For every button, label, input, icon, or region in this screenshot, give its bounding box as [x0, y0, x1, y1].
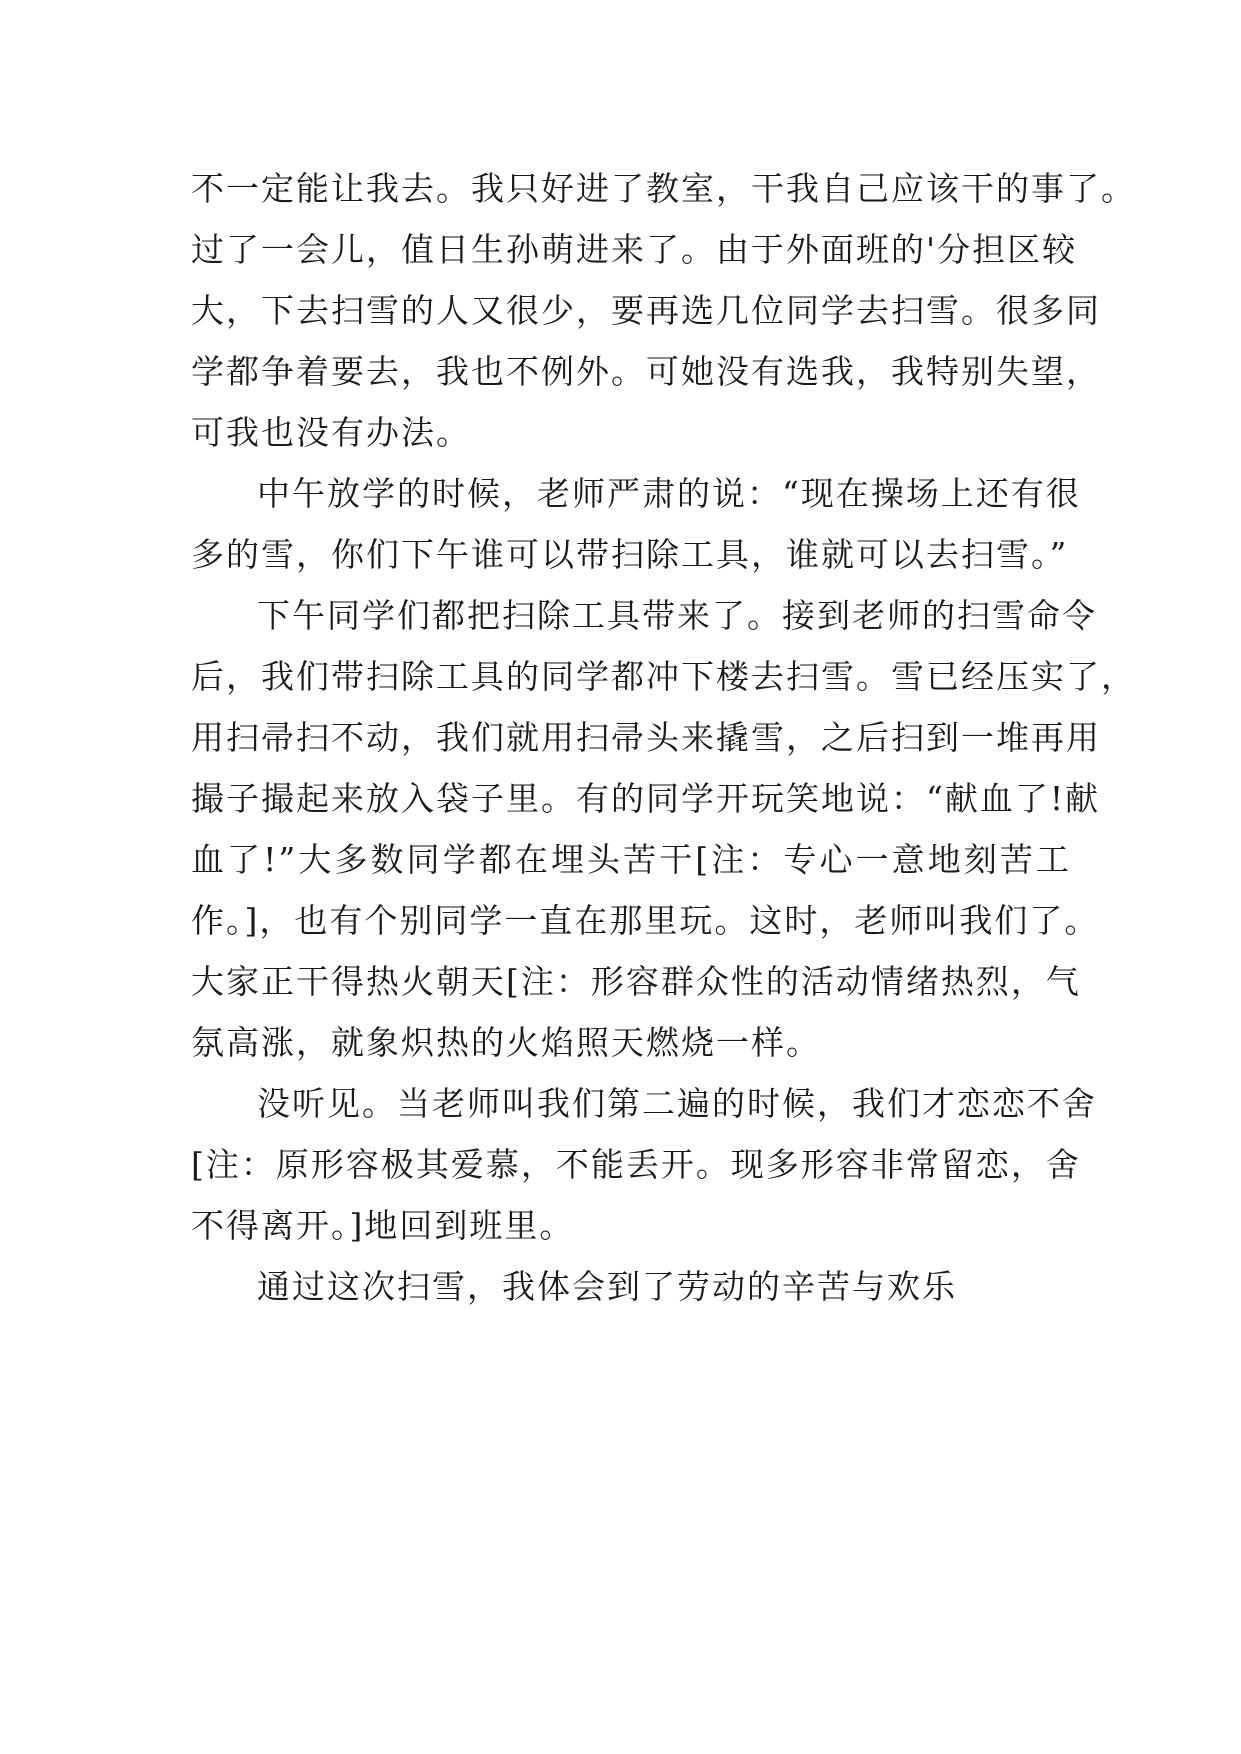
text-line: 后，我们带扫除工具的同学都冲下楼去扫雪。雪已经压实了， [191, 657, 1136, 696]
text-line: 过了一会儿，值日生孙萌进来了。由于外面班的'分担区较 [191, 230, 1078, 269]
text-line: [注：原形容极其爱慕，不能丢开。现多形容非常留恋，舍 [191, 1145, 1081, 1184]
text-line: 大家正干得热火朝天[注：形容群众性的活动情绪热烈，气 [191, 962, 1081, 1001]
text-line: 不一定能让我去。我只好进了教室，干我自己应该干的事了。 [191, 169, 1136, 208]
text-line: 学都争着要去，我也不例外。可她没有选我，我特别失望， [191, 352, 1101, 391]
text-line: 没听见。当老师叫我们第二遍的时候，我们才恋恋不舍 [257, 1084, 1097, 1123]
text-line: 可我也没有办法。 [191, 413, 471, 452]
text-line: 下午同学们都把扫除工具带来了。接到老师的扫雪命令 [257, 596, 1097, 635]
text-line: 多的雪，你们下午谁可以带扫除工具，谁就可以去扫雪。” [191, 535, 1069, 574]
text-line: 不得离开。]地回到班里。 [191, 1206, 575, 1245]
document-body-text [191, 158, 1136, 1317]
text-line: 撮子撮起来放入袋子里。有的同学开玩笑地说：“献血了!献 [191, 779, 1101, 818]
text-line: 通过这次扫雪，我体会到了劳动的辛苦与欢乐 [257, 1267, 957, 1306]
text-line: 中午放学的时候，老师严肃的说：“现在操场上还有很 [257, 474, 1081, 513]
text-line: 大，下去扫雪的人又很少，要再选几位同学去扫雪。很多同 [191, 291, 1101, 330]
text-line: 血了!”大多数同学都在埋头苦干[注：专心一意地刻苦工 [191, 840, 1071, 879]
text-line: 氛高涨，就象炽热的火焰照天燃烧一样。 [191, 1023, 821, 1062]
text-line: 用扫帚扫不动，我们就用扫帚头来撬雪，之后扫到一堆再用 [191, 718, 1101, 757]
text-line: 作。]，也有个别同学一直在那里玩。这时，老师叫我们了。 [191, 901, 1100, 940]
